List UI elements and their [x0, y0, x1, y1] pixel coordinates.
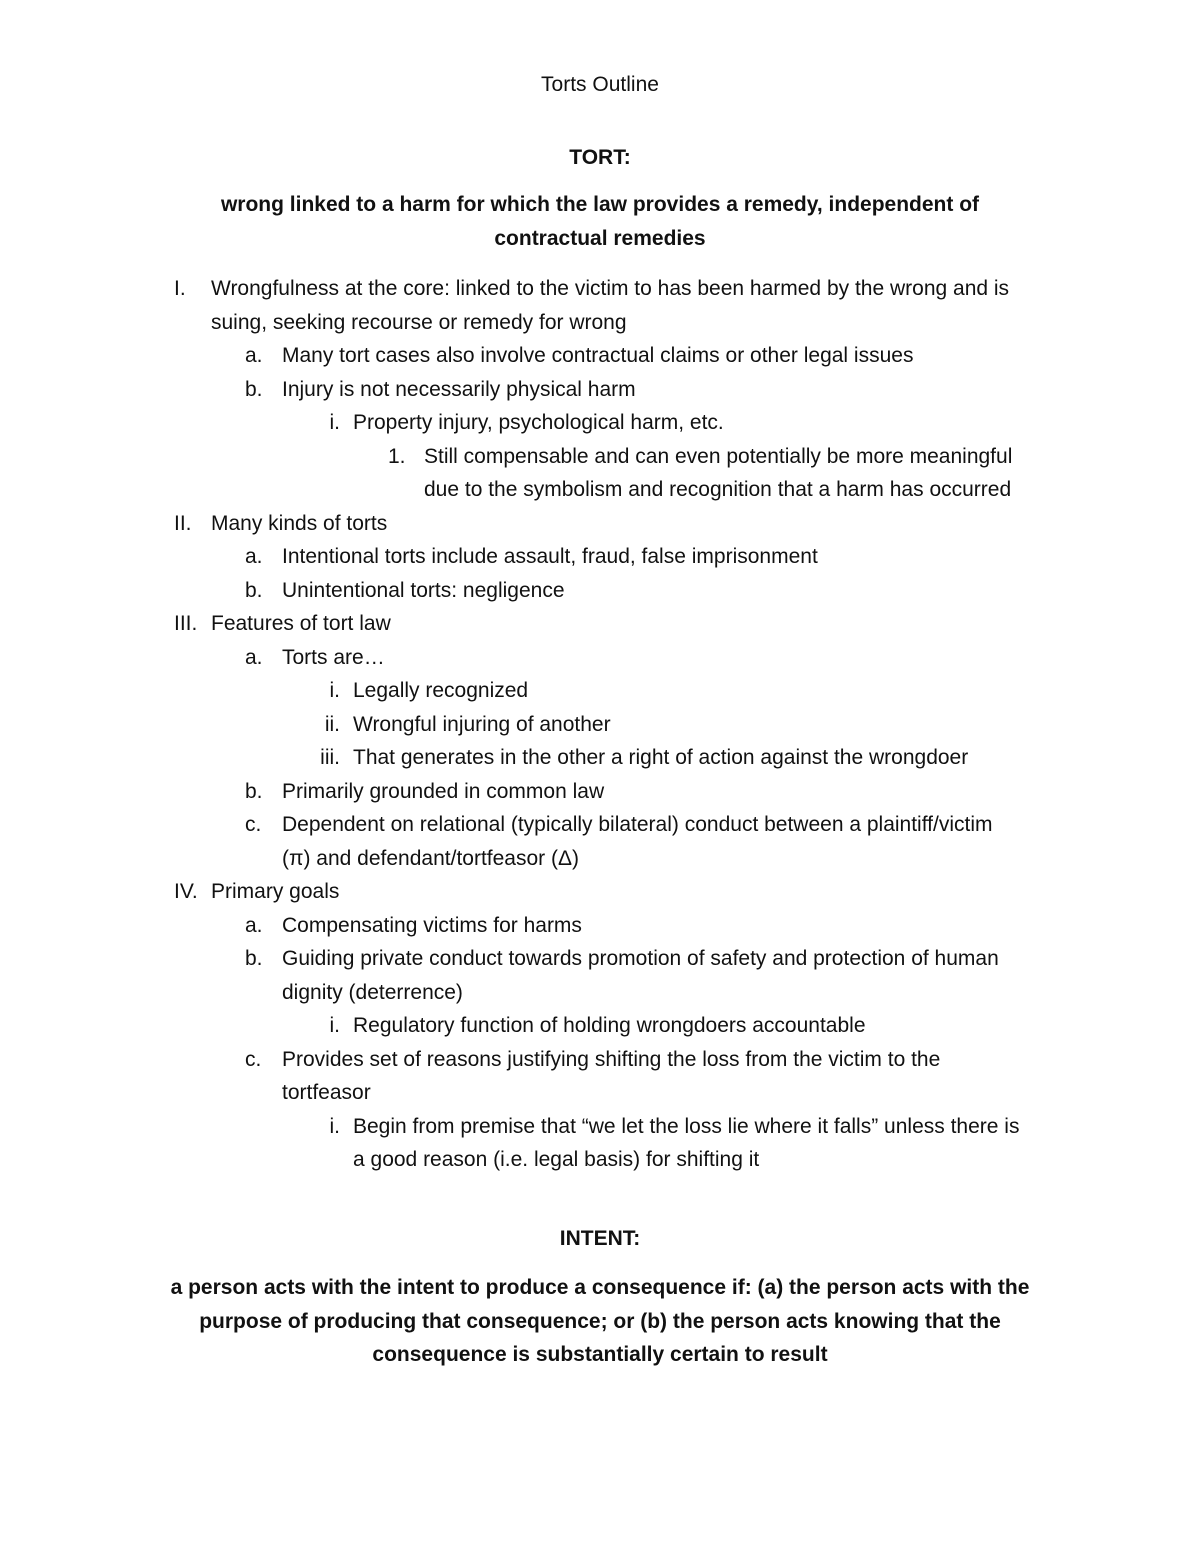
outline-marker: I. — [174, 277, 186, 300]
outline-item — [0, 507, 1200, 541]
outline-marker: b. — [245, 377, 263, 401]
outline-text: Provides set of reasons justifying shifting the loss from the victim to the tortfeasor — [282, 1047, 941, 1104]
outline-item — [0, 708, 1200, 742]
outline-item — [0, 641, 1200, 675]
intent-definition: a person acts with the intent to produce a consequence if: (a) the person acts with the purpose of producing that consequence; or (b) the person acts knowing that the consequence is substantially certain to result — [170, 1276, 1030, 1366]
outline-marker: i. — [329, 1114, 340, 1138]
outline-marker: b. — [245, 779, 263, 803]
outline-text: Features of tort law — [211, 612, 391, 635]
outline-marker: a. — [245, 344, 263, 367]
outline-item — [0, 1043, 1200, 1110]
outline-marker: a. — [245, 645, 263, 669]
outline-marker: i. — [329, 679, 340, 702]
outline-item — [0, 540, 1200, 574]
outline-marker: III. — [174, 612, 198, 635]
outline-text: Many kinds of torts — [211, 511, 388, 535]
outline-text: Dependent on relational (typically bilateral) conduct between a plaintiff/victim (π) and defendant/tortfeasor (Δ) — [282, 813, 993, 870]
outline-marker: b. — [245, 578, 263, 602]
outline-marker: c. — [245, 1047, 262, 1071]
intent-heading: INTENT: — [559, 1227, 641, 1250]
outline-text: Unintentional torts: negligence — [282, 578, 565, 602]
outline-item — [0, 272, 1200, 339]
outline-item — [0, 440, 1200, 507]
outline-item — [0, 674, 1200, 708]
outline-marker: b. — [245, 947, 263, 970]
outline-item — [0, 1009, 1200, 1043]
outline-item — [0, 574, 1200, 608]
outline-item — [0, 909, 1200, 943]
tort-heading: TORT: — [569, 146, 631, 169]
outline-marker: c. — [245, 813, 262, 836]
outline-marker: iii. — [320, 746, 340, 769]
outline-item — [0, 339, 1200, 373]
outline-text: Primary goals — [211, 880, 340, 903]
outline-text: Torts are… — [282, 645, 385, 669]
outline-text: That generates in the other a right of action against the wrongdoer — [353, 746, 969, 769]
tort-definition: wrong linked to a harm for which the law provides a remedy, independent of contractual remedies — [220, 193, 980, 250]
outline-item — [0, 373, 1200, 407]
outline-marker: II. — [174, 511, 192, 535]
outline-text: Property injury, psychological harm, etc. — [353, 411, 724, 434]
outline-text: Regulatory function of holding wrongdoers accountable — [353, 1014, 866, 1037]
outline-item — [0, 775, 1200, 809]
outline-text: Legally recognized — [353, 679, 529, 702]
outline-text: Still compensable and can even potentially be more meaningful due to the symbolism and recognition that a harm has occurred — [424, 444, 1013, 501]
outline-marker: 1. — [388, 444, 406, 468]
document-title: Torts Outline — [541, 73, 659, 96]
outline-text: Wrongful injuring of another — [353, 712, 611, 736]
outline-text: Injury is not necessarily physical harm — [282, 377, 636, 401]
outline-text: Compensating victims for harms — [282, 913, 582, 937]
outline-text: Begin from premise that “we let the loss lie where it falls” unless there is a good reason (i.e. legal basis) for shifting it — [353, 1114, 1020, 1171]
outline-item — [0, 741, 1200, 775]
outline-marker: i. — [329, 1014, 340, 1037]
outline-text: Guiding private conduct towards promotion of safety and protection of human dignity (deterrence) — [282, 947, 999, 1004]
outline-item — [0, 406, 1200, 440]
outline-text: Intentional torts include assault, fraud, false imprisonment — [282, 545, 818, 568]
outline-text: Wrongfulness at the core: linked to the victim to has been harmed by the wrong and is suing, seeking recourse or remedy for wrong — [211, 277, 1010, 334]
outline-item — [0, 607, 1200, 641]
outline-text: Primarily grounded in common law — [282, 779, 605, 803]
outline-item — [0, 1110, 1200, 1177]
outline-marker: a. — [245, 913, 263, 937]
outline-marker: ii. — [324, 712, 340, 736]
outline-item — [0, 808, 1200, 875]
outline-marker: IV. — [174, 880, 198, 903]
tort-outline-list — [0, 272, 1200, 1177]
outline-marker: i. — [329, 411, 340, 434]
outline-text: Many tort cases also involve contractual claims or other legal issues — [282, 344, 914, 367]
outline-marker: a. — [245, 545, 263, 568]
outline-item — [0, 875, 1200, 909]
outline-item — [0, 942, 1200, 1009]
